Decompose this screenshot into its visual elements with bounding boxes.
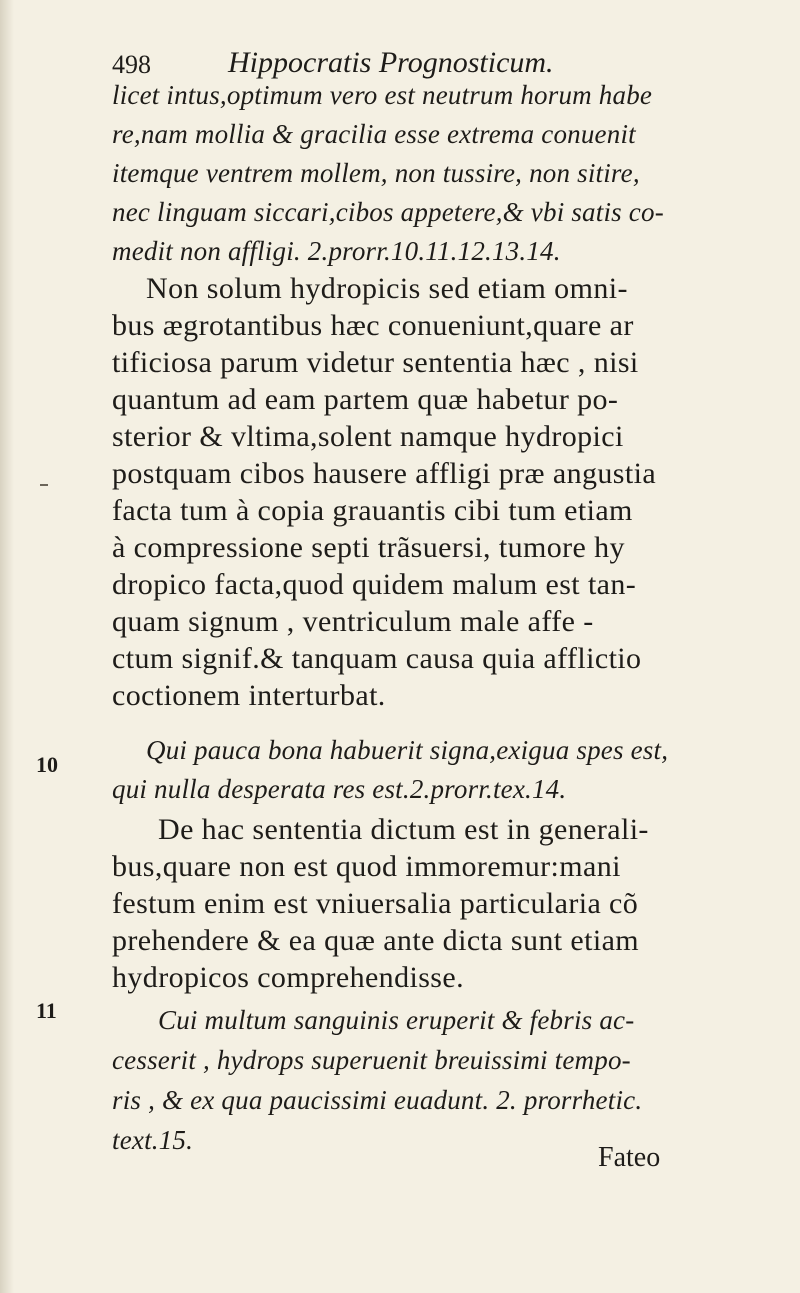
running-title: Hippocratis Prognosticum. [228,46,554,79]
book-page: 498 Hippocratis Prognosticum. licet intus,optimum vero est neutrum horum habe re,nam mollia & gracilia esse extrema conuenit itemque ventrem mollem, non tussire, non sitire, nec linguam siccari,cibos appetere,& vbi satis co- medit non affligi. 2.prorr.10.11.12.13.14. Non solum hydropicis sed etiam omni- bus ægrotantibus hæc conueniunt,quare ar tificiosa parum videtur sententia hæc , nisi quantum ad eam partem quæ habetur po- sterior & vltima,solent namque hydropici postquam cibos hausere affligi præ angustia facta tum à copia grauantis cibi tum etiam à compressione septi trãsuersi, tumore hy dropico facta,quod quidem malum est tan- quam signum , ventriculum male affe - ctum signif.& tanquam causa quia afflictio coctionem interturbat. 10 Qui pauca bona habuerit signa,exigua spes est, qui nulla desperata res est.2.prorr.tex.14. De hac sententia dictum est in generali- bus,quare non est quod immoremur:mani festum enim est vniuersalia particularia cõ prehendere & ea quæ ante dicta sunt etiam hydropicos comprehendisse. 11 Cui multum sanguinis eruperit & febris ac- cesserit , hydrops superuenit breuissimi tempo- ris , & ex qua paucissimi euadunt. 2. prorrhetic. text.15. Fateo [0,0,800,1293]
page-edge-shadow [0,0,14,1293]
margin-number: 11 [36,998,57,1023]
margin-number: 10 [36,752,58,777]
margin-dash [40,484,48,486]
catchword: Fateo [598,1142,661,1173]
page-number: 498 [112,50,151,79]
